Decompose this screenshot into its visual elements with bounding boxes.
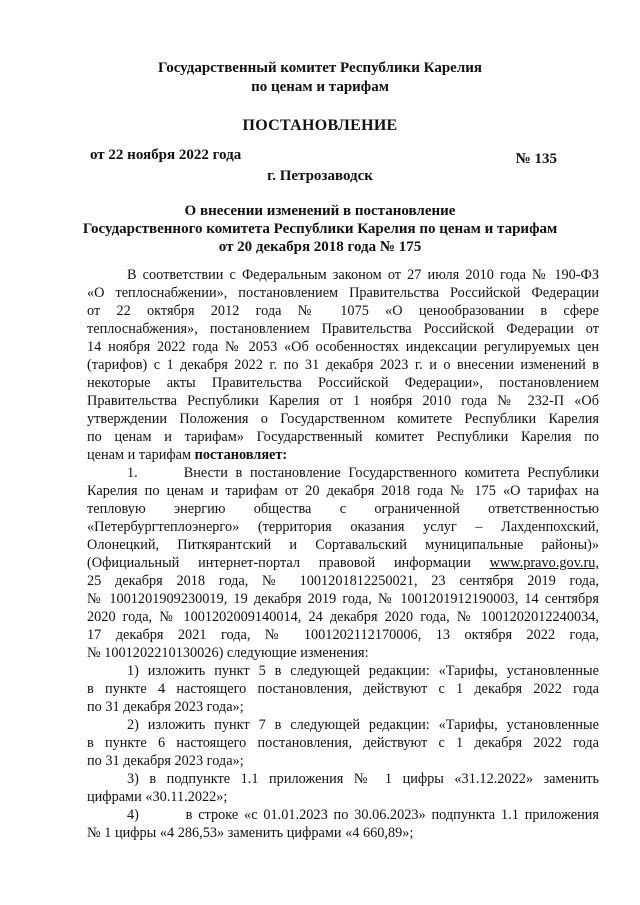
item1-line: № 1001201909230019, 19 декабря 2019 года, № 1001201912190003, 14 сентября (87, 591, 599, 607)
preamble-last-text: ценам и тарифам (87, 447, 192, 463)
subitem-line: в пункте 4 настоящего постановления, действуют с 1 декабря 2022 года (87, 681, 599, 697)
subitem-line: 2) изложить пункт 7 в следующей редакции: «Тарифы, установленные (127, 717, 599, 733)
pravo-gov-link[interactable]: www.pravo.gov.ru, (489, 555, 599, 571)
doc-date: от 22 ноября 2022 года (90, 147, 242, 163)
item1-line (87, 554, 599, 572)
org-name-line2: по ценам и тарифам (251, 79, 389, 95)
subitem-1 (87, 662, 599, 716)
subitem-line: в пункте 6 настоящего постановления, действуют с 1 декабря 2022 года (87, 735, 599, 751)
subitem-4 (87, 806, 599, 842)
item1-line: 17 декабря 2021 года, № 1001202112170006, 13 октября 2022 года, (87, 627, 599, 643)
preamble-line: от 22 октября 2012 года № 1075 «О ценообразовании в сфере (87, 303, 599, 319)
item1-line: 25 декабря 2018 года, № 1001201812250021, 23 сентября 2019 года, (87, 573, 599, 589)
item1-line: 2020 года, № 1001202009140014, 24 декабря 2020 года, № 1001202012240034, (87, 609, 599, 625)
preamble-line: утверждении Положения о Государственном комитете Республики Карелия (87, 411, 599, 427)
item1-line: тепловую энергию общества с ограниченной ответственностью (87, 501, 599, 517)
subject-line3: от 20 декабря 2018 года № 175 (218, 239, 422, 255)
preamble-line: В соответствии с Федеральным законом от 27 июля 2010 года № 190-ФЗ (127, 267, 599, 283)
subitem-3 (87, 770, 599, 806)
subitem-line: 3) в подпункте 1.1 приложения № 1 цифры «31.12.2022» заменить (127, 771, 599, 787)
preamble-line: теплоснабжения», постановлением Правительства Российской Федерации от (87, 321, 599, 337)
item1-line: Карелия по ценам и тарифам от 20 декабря 2018 года № 175 «О тарифах на (87, 483, 599, 499)
preamble-line: некоторые акты Правительства Российской Федерации», постановлением (87, 375, 599, 391)
item-1 (87, 464, 599, 662)
subitem-line: 1) изложить пункт 5 в следующей редакции: «Тарифы, установленные (127, 663, 599, 679)
subject-line2: Государственного комитета Республики Карелия по ценам и тарифам (82, 221, 558, 237)
resolves-word: постановляет: (194, 447, 288, 463)
preamble-line: (тарифов) с 1 декабря 2022 г. по 31 декабря 2023 г. и о внесении изменений в (87, 357, 599, 373)
item1-line: Олонецкий, Питкярантский и Сортавальский муниципальные районы)» (87, 537, 599, 553)
doc-number: № 135 (515, 151, 557, 167)
preamble-line: «О теплоснабжении», постановлением Правительства Российской Федерации (87, 285, 599, 301)
preamble-line: по ценам и тарифам» Государственный комитет Республики Карелия по (87, 429, 599, 445)
preamble-line: Правительства Республики Карелия от 1 ноября 2010 года № 232-П «Об (87, 393, 599, 409)
item1-line: 1. Внести в постановление Государственного комитета Республики (127, 465, 599, 481)
doc-city: г. Петрозаводск (267, 168, 373, 184)
subitem-line: № 1 цифры «4 286,53» заменить цифрами «4 660,89»; (87, 825, 414, 841)
preamble-line (87, 446, 599, 464)
doc-type-title: ПОСТАНОВЛЕНИЕ (242, 117, 398, 134)
subitem-line: по 31 декабря 2023 года»; (87, 699, 244, 715)
item1-line: «Петербургтеплоэнерго» (территория оказания услуг – Лахденпохский, (87, 519, 599, 535)
document-body (87, 266, 599, 842)
preamble-line: 14 ноября 2022 года № 2053 «Об особенностях индексации регулируемых цен (87, 339, 599, 355)
org-name-line1: Государственный комитет Республики Карелия (158, 60, 482, 76)
item1-portal-text: (Официальный интернет-портал правовой информации (87, 555, 471, 571)
preamble (87, 266, 599, 464)
subject-line1: О внесении изменений в постановление (184, 203, 456, 219)
subitem-line: по 31 декабря 2023 года»; (87, 753, 244, 769)
item1-line: № 1001202210130026) следующие изменения: (87, 645, 369, 661)
subitem-line: цифрами «30.11.2022»; (87, 789, 228, 805)
subitem-2 (87, 716, 599, 770)
subitem-line: 4) в строке «с 01.01.2023 по 30.06.2023» подпункта 1.1 приложения (127, 807, 599, 823)
